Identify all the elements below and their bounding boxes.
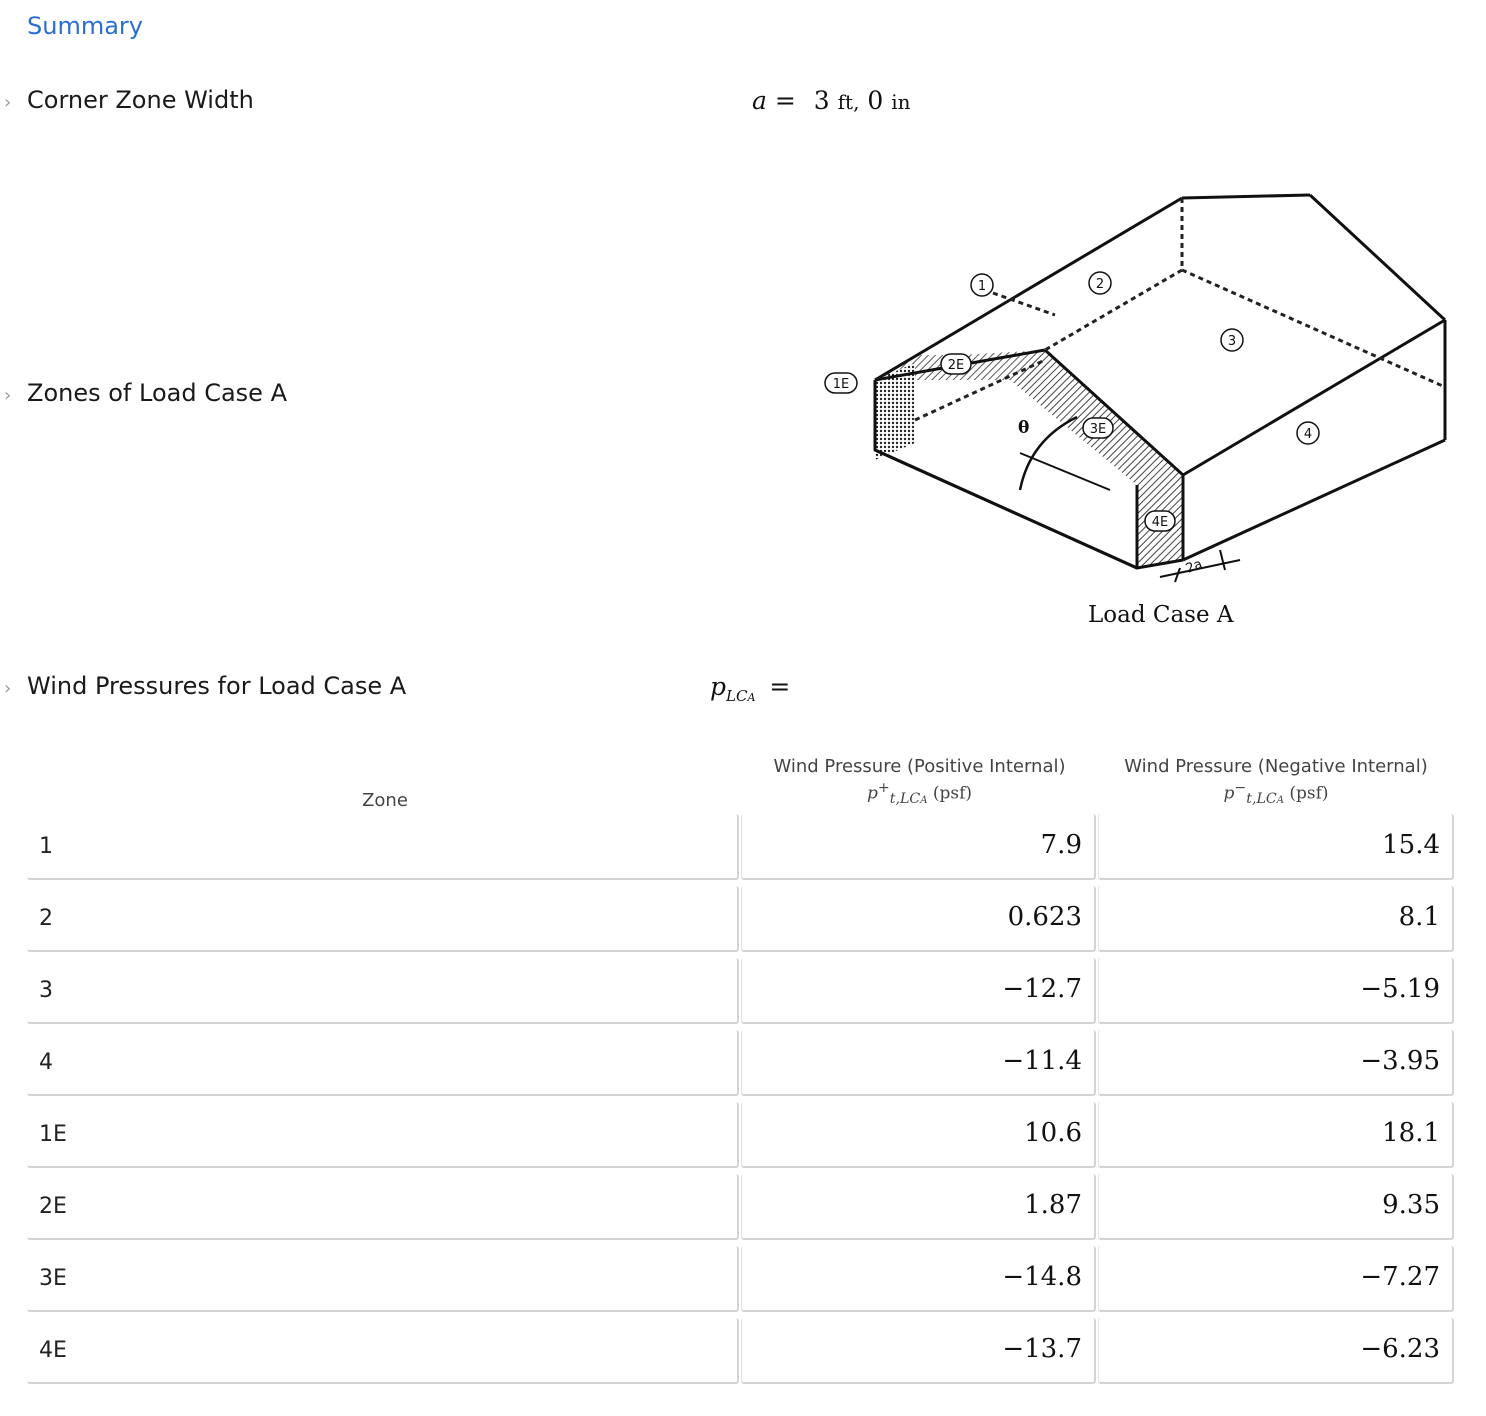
table-row — [27, 956, 1455, 1028]
zone-cell[interactable] — [27, 958, 739, 1024]
zone-value: 4E — [39, 1338, 67, 1363]
negative-pressure-value: 18.1 — [1382, 1118, 1440, 1148]
chevron-right-icon[interactable]: › — [4, 92, 12, 113]
value-feet: 3 — [813, 86, 830, 115]
zone-marker-1e: 1E — [832, 377, 850, 392]
negative-pressure-value: 8.1 — [1398, 902, 1440, 932]
corner-zone-row[interactable] — [0, 86, 254, 114]
positive-pressure-value: 7.9 — [1040, 830, 1082, 860]
zone-cell[interactable] — [27, 1318, 739, 1384]
negative-pressure-value: −7.27 — [1360, 1262, 1440, 1292]
corner-zone-value — [752, 86, 911, 115]
zone-value: 3E — [39, 1266, 67, 1291]
zone-cell[interactable] — [27, 1030, 739, 1096]
negative-pressure-value: 15.4 — [1382, 830, 1440, 860]
diagram-caption: Load Case A — [1088, 602, 1234, 628]
unit-inches: in — [891, 90, 911, 114]
negative-pressure-cell[interactable] — [1098, 958, 1454, 1024]
positive-pressure-cell[interactable] — [741, 1030, 1096, 1096]
positive-pressure-value: −12.7 — [1002, 974, 1082, 1004]
table-row — [27, 1172, 1455, 1244]
negative-pressure-cell[interactable] — [1098, 1246, 1454, 1312]
positive-pressure-value: 1.87 — [1024, 1190, 1082, 1220]
zone-cell[interactable] — [27, 1102, 739, 1168]
zone-marker-4: 4 — [1303, 427, 1313, 442]
wind-label: Wind Pressures for Load Case A — [27, 672, 407, 700]
table-row — [27, 884, 1455, 956]
corner-zone-symbol: a — [752, 86, 767, 115]
angle-label: θ — [1018, 418, 1030, 438]
positive-pressure-value: 0.623 — [1007, 902, 1082, 932]
zone-marker-3: 3 — [1227, 334, 1237, 349]
negative-pressure-value: 9.35 — [1382, 1190, 1440, 1220]
zone-value: 3 — [39, 978, 53, 1003]
zone-cell[interactable] — [27, 886, 739, 952]
table-row — [27, 1244, 1455, 1316]
negative-pressure-cell[interactable] — [1098, 1318, 1454, 1384]
summary-link[interactable]: Summary — [27, 12, 143, 40]
positive-pressure-cell[interactable] — [741, 814, 1096, 880]
negative-pressure-cell[interactable] — [1098, 1030, 1454, 1096]
load-case-diagram — [815, 185, 1455, 635]
zones-label: Zones of Load Case A — [27, 379, 287, 407]
zone-value: 4 — [39, 1050, 53, 1075]
positive-pressure-value: −13.7 — [1002, 1334, 1082, 1364]
corner-zone-label: Corner Zone Width — [27, 86, 254, 114]
positive-pressure-value: −11.4 — [1002, 1046, 1082, 1076]
zone-value: 1 — [39, 834, 53, 859]
dimension-label: 2a — [1183, 556, 1205, 577]
unit-feet: ft, — [837, 90, 860, 114]
negative-pressure-cell[interactable] — [1098, 1102, 1454, 1168]
chevron-right-icon[interactable]: › — [4, 385, 12, 406]
negative-pressure-value: −3.95 — [1360, 1046, 1440, 1076]
positive-pressure-cell[interactable] — [741, 886, 1096, 952]
negative-pressure-value: −5.19 — [1360, 974, 1440, 1004]
positive-pressure-cell[interactable] — [741, 1318, 1096, 1384]
zone-cell[interactable] — [27, 1174, 739, 1240]
positive-pressure-value: 10.6 — [1024, 1118, 1082, 1148]
negative-pressure-cell[interactable] — [1098, 886, 1454, 952]
zone-value: 1E — [39, 1122, 67, 1147]
negative-pressure-value: −6.23 — [1360, 1334, 1440, 1364]
negative-pressure-cell[interactable] — [1098, 814, 1454, 880]
zone-marker-3e: 3E — [1089, 422, 1107, 437]
zone-value: 2 — [39, 906, 53, 931]
col-header-negative: Wind Pressure (Negative Internal) $p^-_{t,LCA}$ (psf) — [1124, 756, 1428, 808]
positive-pressure-cell[interactable] — [741, 1246, 1096, 1312]
wind-pressure-table — [27, 812, 1455, 1388]
chevron-right-icon[interactable]: › — [4, 678, 12, 699]
table-row — [27, 812, 1455, 884]
wind-symbol: $p_{LCA}$ = — [710, 672, 791, 705]
positive-pressure-cell[interactable] — [741, 958, 1096, 1024]
zone-marker-2e: 2E — [947, 358, 965, 373]
col-header-zone: Zone — [362, 790, 408, 811]
zone-marker-2: 2 — [1095, 277, 1105, 292]
zone-cell[interactable] — [27, 814, 739, 880]
positive-pressure-cell[interactable] — [741, 1174, 1096, 1240]
table-row — [27, 1100, 1455, 1172]
zone-cell[interactable] — [27, 1246, 739, 1312]
wind-row[interactable] — [0, 672, 406, 700]
positive-pressure-value: −14.8 — [1002, 1262, 1082, 1292]
zone-marker-1: 1 — [977, 279, 987, 294]
value-inches: 0 — [867, 86, 884, 115]
table-row — [27, 1316, 1455, 1388]
zone-marker-4e: 4E — [1151, 515, 1169, 530]
positive-pressure-cell[interactable] — [741, 1102, 1096, 1168]
table-row — [27, 1028, 1455, 1100]
equals-sign: = — [774, 86, 796, 115]
zones-row[interactable] — [0, 379, 287, 407]
negative-pressure-cell[interactable] — [1098, 1174, 1454, 1240]
col-header-positive: Wind Pressure (Positive Internal) $p^+_{t,LCA}$ (psf) — [773, 756, 1066, 808]
zone-value: 2E — [39, 1194, 67, 1219]
